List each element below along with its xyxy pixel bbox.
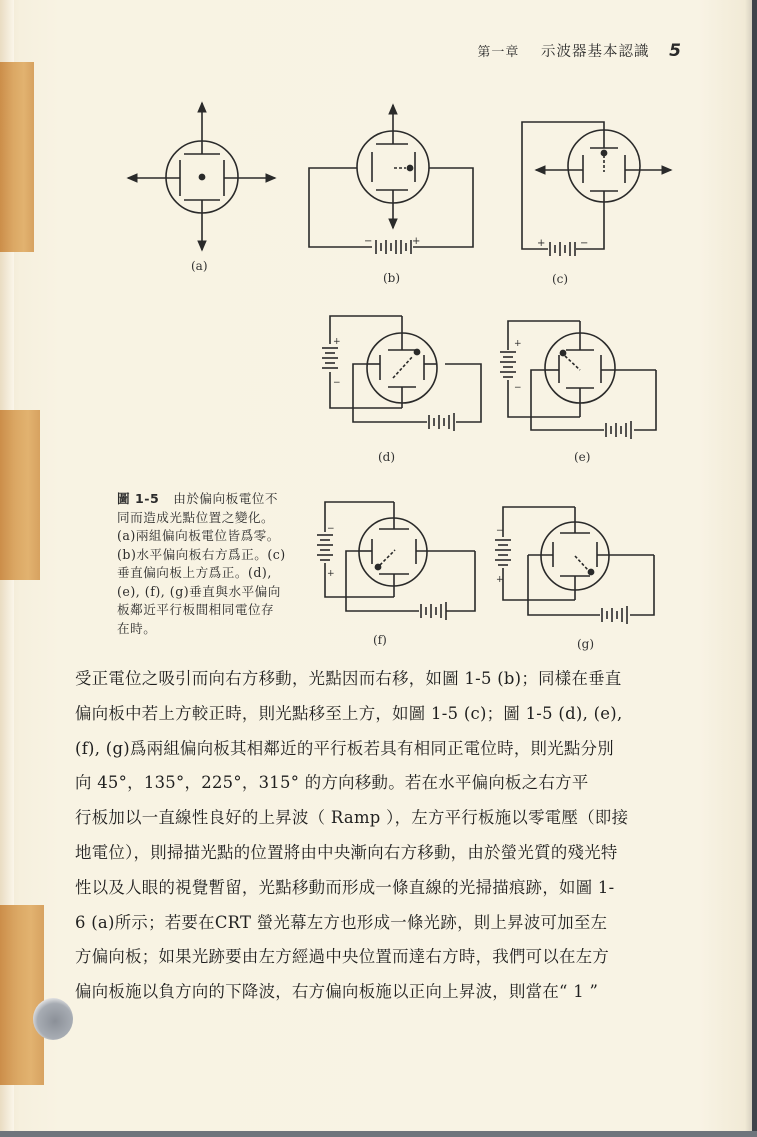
caption-line: (b)水平偏向板右方爲正。(c): [117, 546, 286, 562]
chapter-title: 示波器基本認識: [541, 44, 650, 60]
body-line: 行板加以一直線性良好的上昇波（ Ramp ），左方平行板施以零電壓（即接: [75, 808, 629, 828]
svg-text:+: +: [412, 236, 421, 247]
body-line: 6 (a)所示；若要在CRT 螢光幕左方也形成一條光跡，則上昇波可加至左: [75, 912, 608, 932]
binding-tape-bottom: [0, 905, 44, 1085]
body-line: 受正電位之吸引而向右方移動，光點因而右移，如圖 1-5 (b)；同樣在垂直: [75, 669, 622, 688]
svg-text:−: −: [333, 378, 341, 388]
svg-text:−: −: [580, 238, 589, 249]
caption-line: 圖 1-5 由於偏向板電位不: [117, 491, 278, 506]
diagram-label-d: (d): [378, 450, 396, 464]
caption-line: (e), (f), (g)垂直與水平偏向: [117, 583, 281, 599]
diagram-label-a: (a): [191, 259, 208, 273]
body-line: 向 45°，135°，225°，315° 的方向移動。若在水平偏向板之右方平: [75, 773, 589, 793]
svg-text:−: −: [514, 383, 522, 393]
body-line: 地電位），則掃描光點的位置將由中央漸向右方移動，由於螢光質的殘光特: [75, 842, 618, 862]
diagram-d: [322, 316, 481, 431]
page-number: 5: [669, 41, 682, 61]
svg-text:+: +: [327, 569, 335, 579]
svg-text:+: +: [514, 339, 522, 349]
svg-text:−: −: [364, 236, 373, 247]
diagram-label-e: (e): [574, 450, 591, 464]
body-line: 偏向板中若上方較正時，則光點移至上方，如圖 1-5 (c)；圖 1-5 (d), (e),: [75, 703, 623, 723]
caption-line: 垂直偏向板上方爲正。(d),: [117, 565, 272, 580]
svg-text:−: −: [327, 524, 335, 534]
diagram-c: [522, 122, 671, 256]
diagram-label-f: (f): [373, 633, 387, 647]
body-line: 方偏向板；如果光跡要由左方經過中央位置而達右方時，我們可以在左方: [75, 947, 610, 967]
svg-text:−: −: [496, 526, 504, 536]
caption-line: (a)兩組偏向板電位皆爲零。: [117, 528, 280, 543]
punch-hole: [33, 998, 73, 1040]
figure-number: 圖 1-5: [117, 491, 160, 506]
scan-edge-bottom: [0, 1131, 757, 1137]
diagram-b: [309, 105, 473, 254]
diagram-a: [128, 103, 275, 250]
body-paragraph: [75, 662, 695, 1010]
body-line: (f), (g)爲兩組偏向板其相鄰近的平行板若具有相同正電位時，則光點分別: [75, 738, 614, 758]
caption-line: 板鄰近平行板間相同電位存: [117, 602, 275, 617]
svg-text:+: +: [496, 575, 504, 585]
svg-text:+: +: [537, 238, 546, 249]
diagram-e: [500, 321, 656, 439]
diagram-f: [317, 502, 475, 620]
body-line: 性以及人眼的視覺暫留，光點移動而形成一條直線的光掃描痕跡，如圖 1-: [75, 877, 615, 897]
caption-line: 同而造成光點位置之變化。: [117, 509, 275, 525]
chapter-label: 第一章: [477, 45, 520, 60]
scan-edge-right: [752, 0, 757, 1137]
body-line: 偏向板施以負方向的下降波，右方偏向板施以正向上昇波，則當在“ 1 ”: [75, 982, 599, 1002]
caption-line: 在時。: [117, 620, 157, 636]
figure-caption: [117, 490, 312, 638]
diagram-label-c: (c): [552, 272, 569, 286]
diagram-label-b: (b): [383, 271, 401, 285]
diagram-g: [495, 507, 654, 624]
svg-text:+: +: [333, 337, 341, 347]
diagram-label-g: (g): [577, 637, 595, 651]
